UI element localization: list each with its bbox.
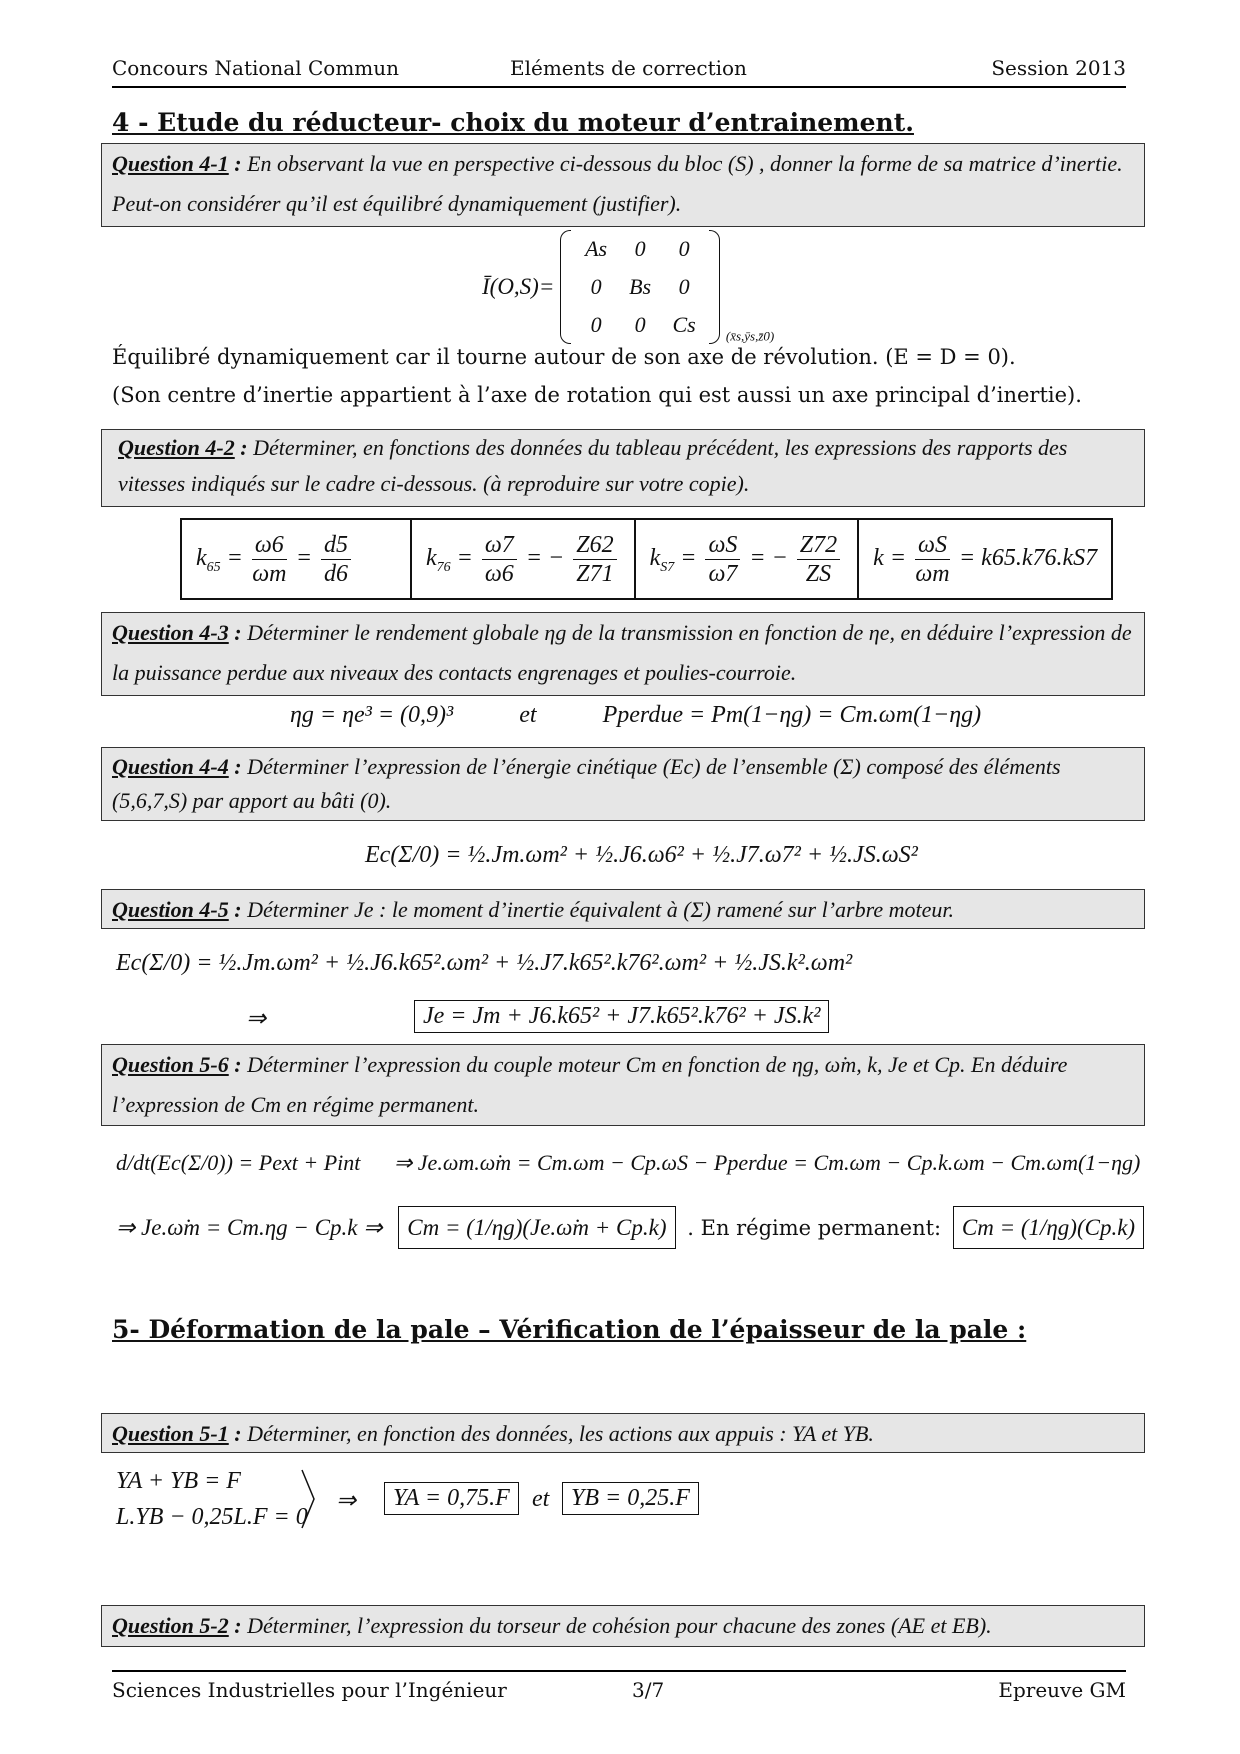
footer-left: Sciences Industrielles pour l’Ingénieur [112,1678,507,1702]
question-4-1-box: Question 4-1 : En observant la vue en perspective ci-dessous du bloc (S) , donner la forme de sa matrice d’inertie. Peut-on considérer qu’il est équilibré dynamiquement (justifier). [101,143,1145,227]
question-5-6-box: Question 5-6 : Déterminer l’expression du couple moteur Cm en fonction de ηg, ω̇m, k, Je et Cp. En déduire l’expression de Cm en régime permanent. [101,1044,1145,1126]
question-text: En observant la vue en perspective ci-dessous du bloc (S) , donner la forme de sa matrice d’inertie. Peut-on considérer qu’il est équilibré dynamiquement (justifier). [112,151,1123,216]
steady-state-torque-result: Cm = (1/ηg)(Cp.k) [953,1206,1144,1249]
question-label: Question 5-6 [112,1052,229,1077]
ratio-k76-cell: $k_{76}$ = $\frac{\omega 7}{\omega 6}$ = − $\frac{Z62}{Z71}$ [411,519,635,599]
question-5-2-box: Question 5-2 : Déterminer, l’expression du torseur de cohésion pour chacune des zones (AE et EB). [101,1605,1145,1647]
question-label: Question 5-2 [112,1613,229,1638]
question-label: Question 4-5 [112,897,229,922]
matrix-basis: (x̄s,ȳs,z̄0) [725,328,775,344]
header-right: Session 2013 [991,56,1126,80]
matrix-cell: 0 [634,236,646,261]
question-label: Question 4-4 [112,754,229,779]
support-reaction-YB: YB = 0,25.F [562,1482,699,1515]
equilibrium-equation-2: L.YB − 0,25L.F = 0 [116,1504,308,1530]
matrix-cell: 0 [678,274,690,299]
equivalent-inertia-result: Je = Jm + J6.k65² + J7.k65².k76² + JS.k² [414,1000,829,1033]
ratio-kS7-cell: $k_{S7}$ = $\frac{\omega S}{\omega 7}$ = − $\frac{Z72}{ZS}$ [635,519,859,599]
question-5-1-box: Question 5-1 : Déterminer, en fonction des données, les actions aux appuis : YA et YB. [101,1413,1145,1453]
support-reaction-YA: YA = 0,75.F [384,1482,519,1515]
power-theorem-equation: d/dt(Ec(Σ/0)) = Pext + Pint ⇒ Je.ωm.ω̇m = Cm.ωm − Cp.ωS − Pperdue = Cm.ωm − Cp.k.ωm − Cm.ωm(1−ηg) [116,1150,1141,1175]
matrix-lhs: Ī(O,S)= [482,274,555,299]
header-center: Eléments de correction [510,56,747,80]
motor-torque-equation: ⇒ Je.ω̇m = Cm.ηg − Cp.k ⇒ Cm = (1/ηg)(Je.ω̇m + Cp.k) . En régime permanent: Cm = (1/ηg)(Cp.k) [116,1215,1144,1241]
answer-4-1-line-1: Équilibré dynamiquement car il tourne autour de son axe de révolution. (E = D = 0). [112,345,1016,369]
header-left: Concours National Commun [112,56,400,80]
matrix-cell: Cs [672,312,696,337]
system-bracket-shape [300,1468,316,1530]
question-4-2-box: Question 4-2 : Déterminer, en fonctions des données du tableau précédent, les expressions des rapports des vitesses indiqués sur le cadre ci-dessous. (à reproduire sur votre copie). [101,429,1145,507]
question-label: Question 4-1 [112,151,229,176]
matrix-cell: Bs [629,274,652,299]
question-text: Déterminer l’expression du couple moteur Cm en fonction de ηg, ω̇m, k, Je et Cp. En déduire l’expression de Cm en régime permanent. [112,1052,1068,1117]
question-text: Déterminer, l’expression du torseur de cohésion pour chacune des zones (AE et EB). [241,1613,992,1638]
implies-arrow: ⇒ [246,1006,267,1032]
section-5-title: 5- Déformation de la pale – Vérification de l’épaisseur de la pale : [112,1315,1027,1344]
question-4-4-box: Question 4-4 : Déterminer l’expression de l’énergie cinétique (Ec) de l’ensemble (Σ) composé des éléments (5,6,7,S) par apport au bâti (0). [101,747,1145,821]
matrix-cell: As [585,236,608,261]
inertia-matrix [560,230,720,344]
page-number: 3/7 [632,1678,665,1702]
ratio-k-cell: k = $\frac{\omega S}{\omega m}$ = k65.k76.kS7 [858,519,1112,599]
equilibrium-equation-1: YA + YB = F [116,1468,241,1494]
kinetic-energy-equation: Ec(Σ/0) = ½.Jm.ωm² + ½.J6.ω6² + ½.J7.ω7² + ½.JS.ωS² [365,842,918,868]
page-header [112,56,1126,88]
question-text: Déterminer, en fonctions des données du tableau précédent, les expressions des rapports des vitesses indiqués sur le cadre ci-dessous. (à reproduire sur votre copie). [118,435,1068,496]
speed-ratio-table [180,518,1113,600]
implies-arrow: ⇒ [336,1488,357,1514]
answer-4-1-line-2: (Son centre d’inertie appartient à l’axe de rotation qui est aussi un axe principal d’inertie). [112,383,1082,407]
question-4-5-box: Question 4-5 : Déterminer Je : le moment d’inertie équivalent à (Σ) ramené sur l’arbre moteur. [101,889,1145,929]
question-text: Déterminer l’expression de l’énergie cinétique (Ec) de l’ensemble (Σ) composé des éléments (5,6,7,S) par apport au bâti (0). [112,754,1061,813]
question-text: Déterminer, en fonction des données, les actions aux appuis : YA et YB. [241,1421,874,1446]
and-word: et [532,1486,550,1512]
matrix-cell: 0 [634,312,646,337]
matrix-cell: 0 [590,312,602,337]
efficiency-equation: ηg = ηe³ = (0,9)³ et Pperdue = Pm(1−ηg) = Cm.ωm(1−ηg) [290,702,982,728]
ratio-k65-cell: $k_{65}$ = $\frac{\omega 6}{\omega m}$ = $\frac{d5}{d6}$ [181,519,411,599]
question-label: Question 5-1 [112,1421,229,1446]
motor-torque-result: Cm = (1/ηg)(Je.ω̇m + Cp.k) [398,1206,675,1249]
question-label: Question 4-3 [112,620,229,645]
question-text: Déterminer le rendement globale ηg de la transmission en fonction de ηe, en déduire l’expression de la puissance perdue aux niveaux des contacts engrenages et poulies-courroie. [112,620,1132,685]
matrix-cell: 0 [590,274,602,299]
inertia-matrix-equation [482,230,774,344]
section-4-title: 4 - Etude du réducteur- choix du moteur d’entrainement. [112,108,914,137]
question-4-3-box: Question 4-3 : Déterminer le rendement globale ηg de la transmission en fonction de ηe, en déduire l’expression de la puissance perdue aux niveaux des contacts engrenages et poulies-courroie. [101,612,1145,696]
system-bracket [300,1468,314,1528]
footer-right: Epreuve GM [998,1678,1126,1702]
page-footer [112,1670,1126,1708]
question-label: Question 4-2 [118,435,235,460]
question-text: Déterminer Je : le moment d’inertie équivalent à (Σ) ramené sur l’arbre moteur. [241,897,954,922]
matrix-cell: 0 [678,236,690,261]
kinetic-energy-reduced-equation: Ec(Σ/0) = ½.Jm.ωm² + ½.J6.k65².ωm² + ½.J7.k65².k76².ωm² + ½.JS.k².ωm² [116,950,853,976]
